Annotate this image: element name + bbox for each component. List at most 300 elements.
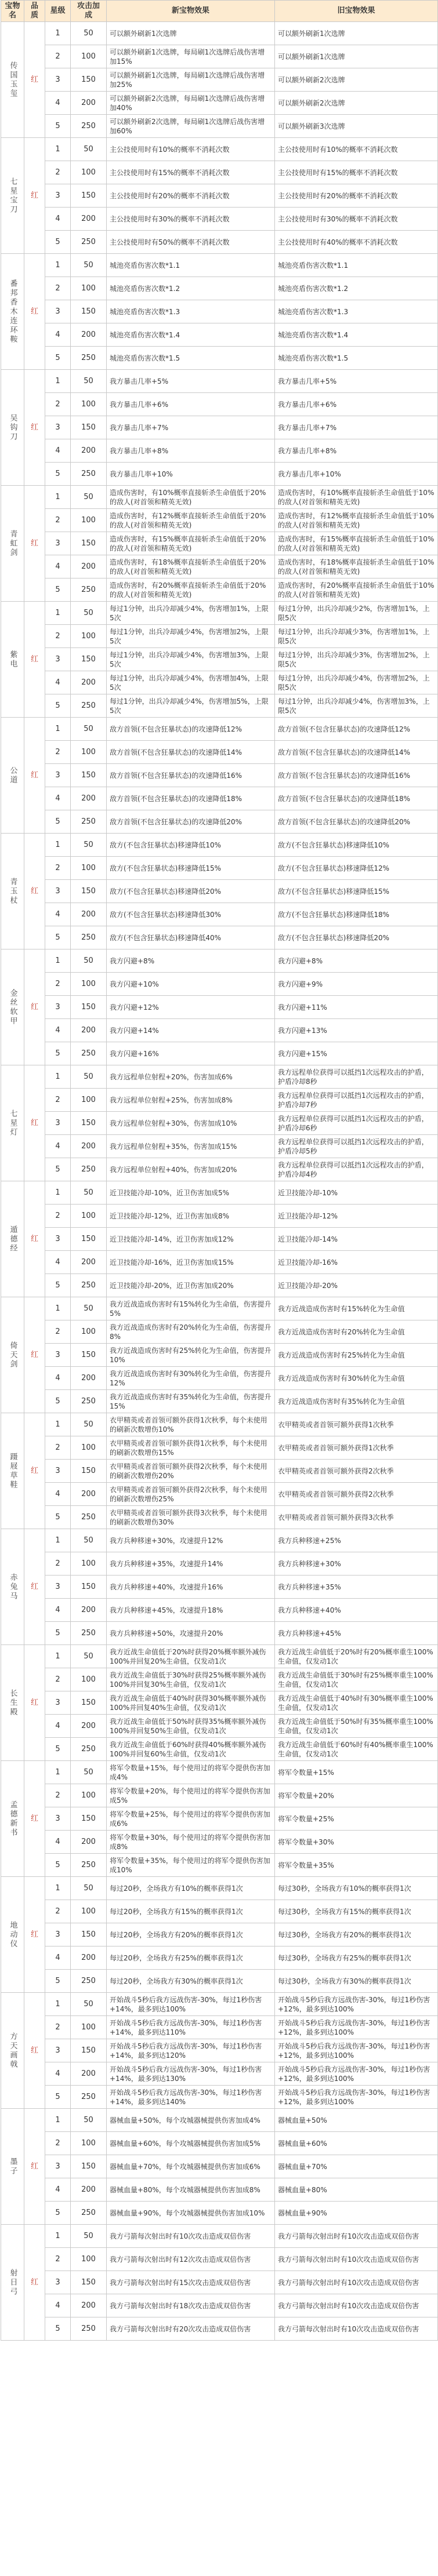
table-row xyxy=(1,1645,438,1668)
table-row xyxy=(1,45,438,68)
new-effect: 城池亮盾伤害次数*1.1 xyxy=(107,254,275,277)
attack-bonus: 100 xyxy=(71,1320,107,1344)
new-effect: 器械血量+70%，每个攻城器械提供伤害加成6% xyxy=(107,2155,275,2178)
new-effect: 我方闪避+14% xyxy=(107,1019,275,1042)
star-level: 2 xyxy=(45,2016,71,2039)
old-effect: 我方近战造成伤害时有25%转化为生命值 xyxy=(275,1344,438,1367)
star-level: 4 xyxy=(45,1831,71,1854)
star-level: 4 xyxy=(45,1946,71,1970)
table-row xyxy=(1,1691,438,1715)
table-row xyxy=(1,1877,438,1900)
new-effect: 每过20秒，全场我方有30%的概率获得1次 xyxy=(107,1970,275,1993)
table-row xyxy=(1,1436,438,1460)
star-level: 5 xyxy=(45,926,71,949)
new-effect: 主公技使用时有30%的概率不消耗次数 xyxy=(107,208,275,231)
old-effect: 每过1分钟，出兵冷却减少2%，伤害增加1%，上限5次 xyxy=(275,602,438,625)
attack-bonus: 250 xyxy=(71,115,107,138)
table-row xyxy=(1,532,438,555)
attack-bonus: 200 xyxy=(71,1831,107,1854)
star-level: 5 xyxy=(45,347,71,370)
attack-bonus: 150 xyxy=(71,1923,107,1946)
old-effect: 敌方(不包含狂暴状态)移速降低20% xyxy=(275,926,438,949)
old-effect: 主公技使用时有40%的概率不消耗次数 xyxy=(275,231,438,254)
attack-bonus: 200 xyxy=(71,1946,107,1970)
old-effect: 我方近战造成伤害时有35%转化为生命值 xyxy=(275,1390,438,1413)
star-level: 2 xyxy=(45,509,71,532)
attack-bonus: 150 xyxy=(71,1807,107,1831)
table-row xyxy=(1,1529,438,1552)
table-row xyxy=(1,347,438,370)
old-effect: 我方近战造成伤害时有20%转化为生命值 xyxy=(275,1320,438,1344)
star-level: 5 xyxy=(45,1042,71,1065)
table-row xyxy=(1,2016,438,2039)
table-row xyxy=(1,1993,438,2016)
new-effect: 我方近战造成伤害时有30%转化为生命值，伤害提升12% xyxy=(107,1367,275,1390)
star-level: 3 xyxy=(45,416,71,439)
new-effect: 我方暴击几率+5% xyxy=(107,370,275,393)
new-effect: 我方兵种移速+35%，攻速提升14% xyxy=(107,1552,275,1576)
new-effect: 我方近战生命值低于30%时获得25%概率额外减伤100%并回复30%生命值，仅发动1次 xyxy=(107,1668,275,1691)
star-level: 1 xyxy=(45,1761,71,1784)
star-level: 1 xyxy=(45,486,71,509)
attack-bonus: 250 xyxy=(71,1158,107,1181)
treasure-quality: 红 xyxy=(24,138,45,254)
new-effect: 器械血量+80%，每个攻城器械提供伤害加成8% xyxy=(107,2178,275,2202)
star-level: 1 xyxy=(45,718,71,741)
new-effect: 近卫技能冷却-10%，近卫伤害加成5% xyxy=(107,1181,275,1205)
star-level: 2 xyxy=(45,857,71,880)
attack-bonus: 100 xyxy=(71,2016,107,2039)
attack-bonus: 50 xyxy=(71,949,107,973)
star-level: 5 xyxy=(45,2202,71,2225)
table-row xyxy=(1,370,438,393)
attack-bonus: 200 xyxy=(71,787,107,810)
new-effect: 城池亮盾伤害次数*1.2 xyxy=(107,277,275,300)
table-row xyxy=(1,2062,438,2086)
new-effect: 器械血量+90%，每个攻城器械提供伤害加成10% xyxy=(107,2202,275,2225)
star-level: 2 xyxy=(45,1436,71,1460)
star-level: 3 xyxy=(45,1923,71,1946)
new-effect: 可以额外刷新1次选牌，每局刷1次选牌后战伤害增加25% xyxy=(107,68,275,92)
attack-bonus: 150 xyxy=(71,1344,107,1367)
attack-bonus: 150 xyxy=(71,1691,107,1715)
star-level: 2 xyxy=(45,2248,71,2271)
old-effect: 敌方首领(不包含狂暴状态)的攻速降低18% xyxy=(275,787,438,810)
attack-bonus: 250 xyxy=(71,694,107,718)
treasure-name: 番邦香木连环鞍 xyxy=(1,254,24,370)
star-level: 1 xyxy=(45,1065,71,1089)
new-effect: 主公技使用时有50%的概率不消耗次数 xyxy=(107,231,275,254)
star-level: 3 xyxy=(45,764,71,787)
new-effect: 开始战斗5秒后我方远战伤害-30%，每过1秒伤害+14%，最多到达130% xyxy=(107,2062,275,2086)
old-effect: 将军令数量+20% xyxy=(275,1784,438,1807)
star-level: 4 xyxy=(45,439,71,463)
new-effect: 我方近战生命值低于60%时获得40%概率额外减伤100%并回复60%生命值，仅发动1次 xyxy=(107,1738,275,1761)
attack-bonus: 150 xyxy=(71,532,107,555)
attack-bonus: 100 xyxy=(71,161,107,184)
old-effect: 每过30秒，全场我方有25%的概率获得1次 xyxy=(275,1946,438,1970)
table-row xyxy=(1,578,438,602)
star-level: 1 xyxy=(45,1877,71,1900)
new-effect: 主公技使用时有15%的概率不消耗次数 xyxy=(107,161,275,184)
attack-bonus: 50 xyxy=(71,254,107,277)
new-effect: 主公技使用时有10%的概率不消耗次数 xyxy=(107,138,275,161)
new-effect: 我方闪避+10% xyxy=(107,973,275,996)
old-effect: 我方远程单位获得可以抵挡1次远程攻击的护盾，护盾冷却6秒 xyxy=(275,1112,438,1135)
new-effect: 我方弓箭每次射出时有12次攻击造成双倍伤害 xyxy=(107,2248,275,2271)
old-effect: 每过1分钟，出兵冷却减少4%，伤害增加3%，上限5次 xyxy=(275,694,438,718)
attack-bonus: 50 xyxy=(71,1181,107,1205)
old-effect: 我方近战生命值低于20%时有20%概率重生100%生命值，仅发动1次 xyxy=(275,1645,438,1668)
attack-bonus: 150 xyxy=(71,2155,107,2178)
old-effect: 器械血量+90% xyxy=(275,2202,438,2225)
star-level: 5 xyxy=(45,2086,71,2109)
attack-bonus: 250 xyxy=(71,1854,107,1877)
star-level: 1 xyxy=(45,22,71,45)
treasure-quality: 红 xyxy=(24,1761,45,1877)
new-effect: 敌方首领(不包含狂暴状态)的攻速降低20% xyxy=(107,810,275,834)
table-row xyxy=(1,2294,438,2317)
old-effect: 衣甲精英或者首领可额外获得3次秋季 xyxy=(275,1506,438,1529)
attack-bonus: 250 xyxy=(71,810,107,834)
new-effect: 我方远程单位射程+35%，伤害加成15% xyxy=(107,1135,275,1158)
star-level: 1 xyxy=(45,1645,71,1668)
star-level: 3 xyxy=(45,880,71,903)
new-effect: 将军令数量+25%，每个使用过的将军令提供伤害加成6% xyxy=(107,1807,275,1831)
treasure-quality: 红 xyxy=(24,718,45,834)
star-level: 5 xyxy=(45,694,71,718)
table-row xyxy=(1,1854,438,1877)
old-effect: 敌方首领(不包含狂暴状态)的攻速降低20% xyxy=(275,810,438,834)
old-effect: 器械血量+60% xyxy=(275,2132,438,2155)
old-effect: 每过30秒，全场我方有20%的概率获得1次 xyxy=(275,1923,438,1946)
star-level: 4 xyxy=(45,787,71,810)
old-effect: 每过1分钟，出兵冷却减少3%，伤害增加1%，上限5次 xyxy=(275,625,438,648)
treasure-quality: 红 xyxy=(24,486,45,602)
star-level: 2 xyxy=(45,2132,71,2155)
treasure-name: 七星灯 xyxy=(1,1065,24,1181)
treasure-quality: 红 xyxy=(24,1993,45,2109)
attack-bonus: 50 xyxy=(71,2109,107,2132)
star-level: 1 xyxy=(45,949,71,973)
attack-bonus: 250 xyxy=(71,1274,107,1297)
old-effect: 将军令数量+30% xyxy=(275,1831,438,1854)
treasure-name: 孟德新书 xyxy=(1,1761,24,1877)
new-effect: 敌方(不包含狂暴状态)移速降低40% xyxy=(107,926,275,949)
attack-bonus: 200 xyxy=(71,2178,107,2202)
attack-bonus: 50 xyxy=(71,1761,107,1784)
star-level: 5 xyxy=(45,231,71,254)
table-row xyxy=(1,1784,438,1807)
old-effect: 近卫技能冷却-14% xyxy=(275,1228,438,1251)
new-effect: 敌方(不包含狂暴状态)移速降低15% xyxy=(107,857,275,880)
old-effect: 我方弓箭每次射出时有10次攻击造成双倍伤害 xyxy=(275,2271,438,2294)
old-effect: 近卫技能冷却-16% xyxy=(275,1251,438,1274)
star-level: 5 xyxy=(45,810,71,834)
new-effect: 近卫技能冷却-16%，近卫伤害加成15% xyxy=(107,1251,275,1274)
attack-bonus: 200 xyxy=(71,208,107,231)
table-row xyxy=(1,2109,438,2132)
treasure-quality: 红 xyxy=(24,1413,45,1529)
new-effect: 每过20秒，全场我方有25%的概率获得1次 xyxy=(107,1946,275,1970)
old-effect: 我方远程单位获得可以抵挡1次远程攻击的护盾，护盾冷却5秒 xyxy=(275,1135,438,1158)
attack-bonus: 150 xyxy=(71,996,107,1019)
attack-bonus: 50 xyxy=(71,1413,107,1436)
old-effect: 我方弓箭每次射出时有10次攻击造成双倍伤害 xyxy=(275,2294,438,2317)
treasure-quality: 红 xyxy=(24,1065,45,1181)
attack-bonus: 50 xyxy=(71,138,107,161)
new-effect: 我方弓箭每次射出时有10次攻击造成双倍伤害 xyxy=(107,2225,275,2248)
table-row xyxy=(1,1367,438,1390)
old-effect: 开始战斗5秒后我方远战伤害-30%，每过1秒伤害+12%，最多到达100% xyxy=(275,2062,438,2086)
old-effect: 敌方(不包含狂暴状态)移速降低10% xyxy=(275,834,438,857)
table-row xyxy=(1,1320,438,1344)
old-effect: 敌方(不包含狂暴状态)移速降低12% xyxy=(275,857,438,880)
new-effect: 可以额外刷新2次选牌，每局刷1次选牌后战伤害增加60% xyxy=(107,115,275,138)
treasure-quality: 红 xyxy=(24,949,45,1065)
table-row xyxy=(1,1158,438,1181)
table-row xyxy=(1,1251,438,1274)
attack-bonus: 200 xyxy=(71,1483,107,1506)
star-level: 5 xyxy=(45,1506,71,1529)
table-row xyxy=(1,1900,438,1923)
treasure-quality: 红 xyxy=(24,1529,45,1645)
table-row xyxy=(1,2271,438,2294)
old-effect: 我方暴击几率+6% xyxy=(275,393,438,416)
treasure-quality: 红 xyxy=(24,834,45,949)
new-effect: 城池亮盾伤害次数*1.3 xyxy=(107,300,275,323)
attack-bonus: 150 xyxy=(71,764,107,787)
old-effect: 衣甲精英或者首领可额外获得2次秋季 xyxy=(275,1460,438,1483)
table-row xyxy=(1,1970,438,1993)
new-effect: 将军令数量+15%，每个使用过的将军令提供伤害加成4% xyxy=(107,1761,275,1784)
star-level: 5 xyxy=(45,1158,71,1181)
attack-bonus: 150 xyxy=(71,184,107,208)
table-row xyxy=(1,1668,438,1691)
old-effect: 我方闪避+8% xyxy=(275,949,438,973)
star-level: 2 xyxy=(45,1205,71,1228)
treasure-name: 紫电 xyxy=(1,602,24,718)
new-effect: 将军令数量+20%，每个使用过的将军令提供伤害加成5% xyxy=(107,1784,275,1807)
old-effect: 开始战斗5秒后我方远战伤害-30%，每过1秒伤害+12%，最多到达100% xyxy=(275,2016,438,2039)
table-row xyxy=(1,208,438,231)
old-effect: 主公技使用时有15%的概率不消耗次数 xyxy=(275,161,438,184)
new-effect: 城池亮盾伤害次数*1.4 xyxy=(107,323,275,347)
table-row xyxy=(1,2202,438,2225)
star-level: 3 xyxy=(45,1228,71,1251)
new-effect: 衣甲精英或者首领可额外获得2次秋季，每个未使用的刷新次数增伤25% xyxy=(107,1483,275,1506)
header-old-effect: 旧宝物效果 xyxy=(275,1,438,22)
treasure-name: 七星宝刀 xyxy=(1,138,24,254)
attack-bonus: 250 xyxy=(71,578,107,602)
attack-bonus: 150 xyxy=(71,1576,107,1599)
table-row xyxy=(1,323,438,347)
new-effect: 敌方首领(不包含狂暴状态)的攻速降低14% xyxy=(107,741,275,764)
treasure-name: 青虹剑 xyxy=(1,486,24,602)
new-effect: 每过20秒，全场我方有10%的概率获得1次 xyxy=(107,1877,275,1900)
star-level: 2 xyxy=(45,1089,71,1112)
old-effect: 近卫技能冷却-12% xyxy=(275,1205,438,1228)
table-row xyxy=(1,1274,438,1297)
table-row xyxy=(1,1390,438,1413)
attack-bonus: 200 xyxy=(71,1599,107,1622)
table-row xyxy=(1,834,438,857)
table-row xyxy=(1,254,438,277)
old-effect: 衣甲精英或者首领可额外获得1次秋季 xyxy=(275,1413,438,1436)
star-level: 3 xyxy=(45,2155,71,2178)
star-level: 2 xyxy=(45,161,71,184)
old-effect: 将军令数量+35% xyxy=(275,1854,438,1877)
star-level: 2 xyxy=(45,393,71,416)
attack-bonus: 200 xyxy=(71,1019,107,1042)
star-level: 1 xyxy=(45,602,71,625)
old-effect: 我方暴击几率+8% xyxy=(275,439,438,463)
star-level: 3 xyxy=(45,532,71,555)
star-level: 4 xyxy=(45,1135,71,1158)
new-effect: 开始战斗5秒后我方远战伤害-30%，每过1秒伤害+14%，最多到达110% xyxy=(107,2016,275,2039)
attack-bonus: 200 xyxy=(71,1367,107,1390)
treasure-name: 方天画戟 xyxy=(1,1993,24,2109)
table-row xyxy=(1,810,438,834)
attack-bonus: 150 xyxy=(71,880,107,903)
attack-bonus: 100 xyxy=(71,509,107,532)
table-row xyxy=(1,1506,438,1529)
attack-bonus: 250 xyxy=(71,2202,107,2225)
star-level: 2 xyxy=(45,1668,71,1691)
star-level: 5 xyxy=(45,1738,71,1761)
table-row xyxy=(1,115,438,138)
star-level: 2 xyxy=(45,1900,71,1923)
attack-bonus: 50 xyxy=(71,2225,107,2248)
treasure-name: 长生殿 xyxy=(1,1645,24,1761)
attack-bonus: 150 xyxy=(71,1112,107,1135)
star-level: 4 xyxy=(45,903,71,926)
star-level: 2 xyxy=(45,741,71,764)
table-row xyxy=(1,2039,438,2062)
star-level: 2 xyxy=(45,45,71,68)
old-effect: 城池亮盾伤害次数*1.2 xyxy=(275,277,438,300)
treasure-name: 青玉杖 xyxy=(1,834,24,949)
attack-bonus: 200 xyxy=(71,1135,107,1158)
attack-bonus: 50 xyxy=(71,1645,107,1668)
old-effect: 每过30秒，全场我方有30%的概率获得1次 xyxy=(275,1970,438,1993)
old-effect: 我方远程单位获得可以抵挡1次远程攻击的护盾，护盾冷却8秒 xyxy=(275,1065,438,1089)
new-effect: 我方远程单位射程+40%，伤害加成20% xyxy=(107,1158,275,1181)
old-effect: 将军令数量+25% xyxy=(275,1807,438,1831)
table-row xyxy=(1,741,438,764)
new-effect: 每过20秒，全场我方有15%的概率获得1次 xyxy=(107,1900,275,1923)
attack-bonus: 150 xyxy=(71,68,107,92)
treasure-name: 蹑屐草鞋 xyxy=(1,1413,24,1529)
table-row xyxy=(1,138,438,161)
new-effect: 我方弓箭每次射出时有18次攻击造成双倍伤害 xyxy=(107,2294,275,2317)
attack-bonus: 50 xyxy=(71,370,107,393)
old-effect: 主公技使用时有30%的概率不消耗次数 xyxy=(275,208,438,231)
new-effect: 我方远程单位射程+20%，伤害加成6% xyxy=(107,1065,275,1089)
attack-bonus: 150 xyxy=(71,1228,107,1251)
new-effect: 我方近战造成伤害时有15%转化为生命值，伤害提升5% xyxy=(107,1297,275,1320)
new-effect: 每过1分钟，出兵冷却减少4%，伤害增加5%，上限5次 xyxy=(107,694,275,718)
attack-bonus: 150 xyxy=(71,1460,107,1483)
star-level: 1 xyxy=(45,2225,71,2248)
old-effect: 开始战斗5秒后我方远战伤害-30%，每过1秒伤害+12%，最多到达100% xyxy=(275,2039,438,2062)
new-effect: 城池亮盾伤害次数*1.5 xyxy=(107,347,275,370)
star-level: 4 xyxy=(45,1483,71,1506)
new-effect: 我方近战造成伤害时有35%转化为生命值，伤害提升15% xyxy=(107,1390,275,1413)
old-effect: 造成伤害时，有15%概率直接斩杀生命值低于10%的敌人(对首领和精英无效) xyxy=(275,532,438,555)
table-row xyxy=(1,1042,438,1065)
old-effect: 每过1分钟，出兵冷却减少4%，伤害增加2%，上限5次 xyxy=(275,671,438,694)
table-row xyxy=(1,602,438,625)
treasure-quality: 红 xyxy=(24,370,45,486)
star-level: 2 xyxy=(45,625,71,648)
old-effect: 敌方(不包含狂暴状态)移速降低18% xyxy=(275,903,438,926)
new-effect: 敌方首领(不包含狂暴状态)的攻速降低18% xyxy=(107,787,275,810)
attack-bonus: 50 xyxy=(71,834,107,857)
header-quality: 品质 xyxy=(24,1,45,22)
star-level: 1 xyxy=(45,1413,71,1436)
new-effect: 每过20秒，全场我方有20%的概率获得1次 xyxy=(107,1923,275,1946)
table-row xyxy=(1,1089,438,1112)
new-effect: 可以额外刷新1次选牌 xyxy=(107,22,275,45)
treasure-quality: 红 xyxy=(24,1297,45,1413)
table-row xyxy=(1,416,438,439)
new-effect: 可以额外刷新1次选牌，每局刷1次选牌后战伤害增加15% xyxy=(107,45,275,68)
table-row xyxy=(1,1483,438,1506)
old-effect: 我方近战造成伤害时有30%转化为生命值 xyxy=(275,1367,438,1390)
old-effect: 敌方(不包含狂暴状态)移速降低15% xyxy=(275,880,438,903)
attack-bonus: 250 xyxy=(71,231,107,254)
attack-bonus: 200 xyxy=(71,555,107,578)
table-row xyxy=(1,184,438,208)
old-effect: 主公技使用时有10%的概率不消耗次数 xyxy=(275,138,438,161)
star-level: 4 xyxy=(45,208,71,231)
old-effect: 造成伤害时，有20%概率直接斩杀生命值低于10%的敌人(对首领和精英无效) xyxy=(275,578,438,602)
treasure-name: 公道 xyxy=(1,718,24,834)
old-effect: 城池亮盾伤害次数*1.4 xyxy=(275,323,438,347)
table-row xyxy=(1,161,438,184)
old-effect: 我方兵种移速+40% xyxy=(275,1599,438,1622)
star-level: 5 xyxy=(45,1970,71,1993)
attack-bonus: 50 xyxy=(71,1297,107,1320)
star-level: 2 xyxy=(45,1320,71,1344)
attack-bonus: 150 xyxy=(71,2271,107,2294)
treasure-table xyxy=(1,0,438,2341)
attack-bonus: 250 xyxy=(71,1390,107,1413)
new-effect: 我方闪避+12% xyxy=(107,996,275,1019)
table-row xyxy=(1,1065,438,1089)
star-level: 1 xyxy=(45,138,71,161)
new-effect: 我方弓箭每次射出时有15次攻击造成双倍伤害 xyxy=(107,2271,275,2294)
attack-bonus: 250 xyxy=(71,463,107,486)
attack-bonus: 250 xyxy=(71,2086,107,2109)
star-level: 5 xyxy=(45,1622,71,1645)
attack-bonus: 100 xyxy=(71,741,107,764)
star-level: 5 xyxy=(45,115,71,138)
star-level: 1 xyxy=(45,1529,71,1552)
new-effect: 我方兵种移速+45%，攻速提升18% xyxy=(107,1599,275,1622)
attack-bonus: 50 xyxy=(71,1993,107,2016)
star-level: 3 xyxy=(45,2039,71,2062)
table-row xyxy=(1,509,438,532)
old-effect: 开始战斗5秒后我方远战伤害-30%，每过1秒伤害+12%，最多到达100% xyxy=(275,1993,438,2016)
new-effect: 我方近战造成伤害时有25%转化为生命值，伤害提升10% xyxy=(107,1344,275,1367)
attack-bonus: 50 xyxy=(71,602,107,625)
old-effect: 可以额外刷新3次选牌 xyxy=(275,115,438,138)
star-level: 1 xyxy=(45,254,71,277)
attack-bonus: 100 xyxy=(71,1552,107,1576)
new-effect: 开始战斗5秒后我方远战伤害-30%，每过1秒伤害+14%，最多到达140% xyxy=(107,2086,275,2109)
